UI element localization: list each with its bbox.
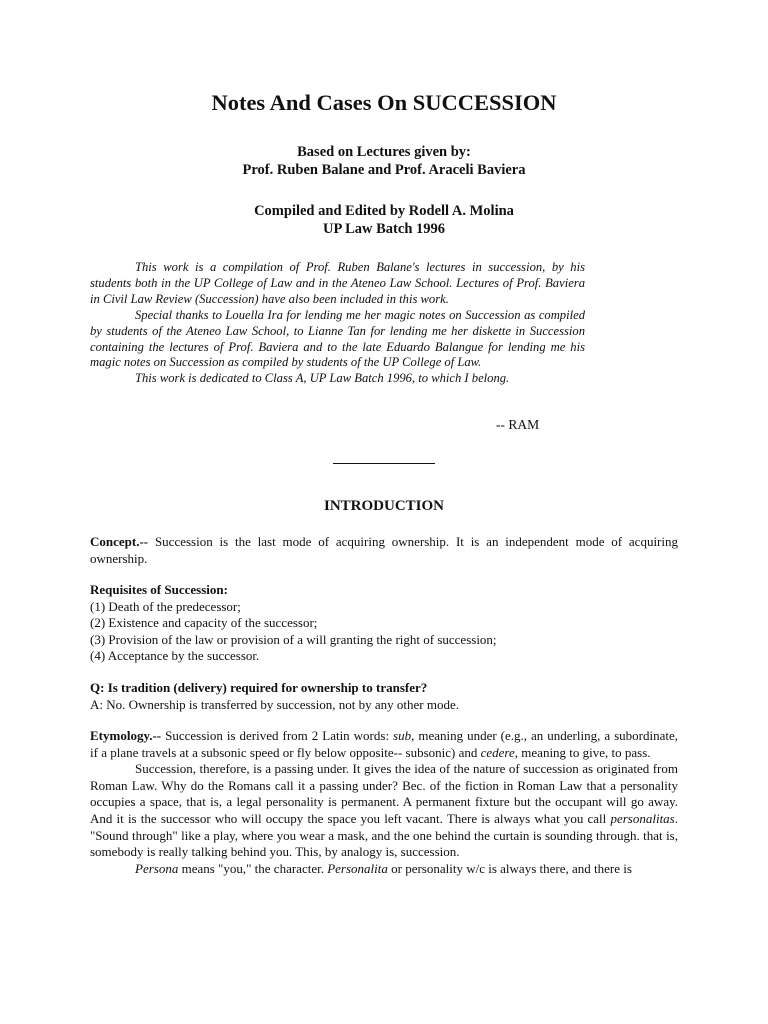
signature: -- RAM	[496, 417, 540, 432]
etymology-text: , meaning under (e.g., an underling, a subordinate, if a plane travels at a subsonic speed or fly below opposite-- subsonic) and	[90, 728, 678, 760]
etymology-text: or personality w/c is always there, and there is	[387, 860, 632, 876]
document-title: Notes And Cases On SUCCESSION	[211, 90, 557, 115]
preface-paragraph-3: This work is dedicated to Class A, UP Law Batch 1996, to which I belong.	[135, 371, 510, 386]
question: Q: Is tradition (delivery) required for ownership to transfer?	[90, 680, 428, 695]
term-personalitas: personalitas	[610, 810, 675, 826]
etymology-text: . "Sound through" like a play, where you wear a mask, and the one behind the curtain is sounding through. that is, somebody is really talking behind you. This, by analogy is, succession.	[90, 810, 678, 860]
etymology-block	[90, 728, 678, 877]
requisites-heading: Requisites of Succession:	[90, 582, 228, 597]
divider-rule	[333, 463, 435, 464]
term-persona: Persona	[135, 860, 179, 876]
based-on-line-2: Prof. Ruben Balane and Prof. Araceli Baviera	[242, 162, 526, 178]
concept-label: Concept.--	[90, 534, 149, 549]
list-item: (2) Existence and capacity of the successor;	[90, 615, 318, 631]
etymology-text: , meaning to give, to pass.	[514, 744, 651, 760]
latin-word-cedere: cedere	[480, 744, 515, 760]
etymology-paragraph-1	[90, 728, 678, 761]
etymology-text: Succession, therefore, is a passing under. It gives the idea of the nature of succession as originated from Roman Law. Why do the Romans call it a passing under? Bec. of the fiction in Roman Law that a personality occupies a space, that is, a legal personality is permanent. A permanent fixture but the occupant will go away. And it is the successor who will occupy the space you left vacant. There is always what you call	[90, 761, 678, 826]
based-on-line-1: Based on Lectures given by:	[297, 144, 471, 160]
etymology-paragraph-3	[90, 861, 678, 878]
preface-paragraph-2: Special thanks to Louella Ira for lending me her magic notes on Succession as compiled by students of the Ateneo Law School, to Lianne Tan for lending me her diskette in Succession containing the lectures of Prof. Baviera and to the late Eduardo Balangue for lending me his magic notes on Succession as compiled by students of the UP College of Law.	[90, 307, 585, 370]
compiled-line-2: UP Law Batch 1996	[322, 221, 446, 237]
list-item: (1) Death of the predecessor;	[90, 598, 241, 614]
compiled-line-1: Compiled and Edited by Rodell A. Molina	[254, 203, 514, 219]
term-personalita: Personalita	[327, 860, 388, 876]
answer: A: No. Ownership is transferred by succession, not by any other mode.	[90, 696, 459, 712]
etymology-text: means "you," the character.	[178, 860, 328, 876]
latin-word-sub: sub	[393, 728, 412, 743]
list-item: (4) Acceptance by the successor.	[90, 648, 260, 664]
concept-text: Succession is the last mode of acquiring ownership. It is an independent mode of acquiring ownership.	[90, 534, 678, 566]
etymology-paragraph-2	[90, 761, 678, 861]
requisites-block	[90, 582, 678, 665]
section-heading: INTRODUCTION	[323, 498, 444, 514]
preface	[90, 260, 585, 387]
preface-paragraph-1: This work is a compilation of Prof. Ruben Balane's lectures in succession, by his students both in the UP College of Law and in the Ateneo Law School. Lectures of Prof. Baviera in Civil Law Review (Succession) have also been included in this work.	[90, 260, 585, 306]
etymology-label: Etymology.--	[90, 728, 162, 743]
concept-paragraph	[90, 534, 678, 567]
etymology-text: Succession is derived from 2 Latin words:	[161, 728, 394, 743]
qa-block	[90, 680, 678, 713]
list-item: (3) Provision of the law or provision of a will granting the right of succession;	[90, 631, 497, 647]
